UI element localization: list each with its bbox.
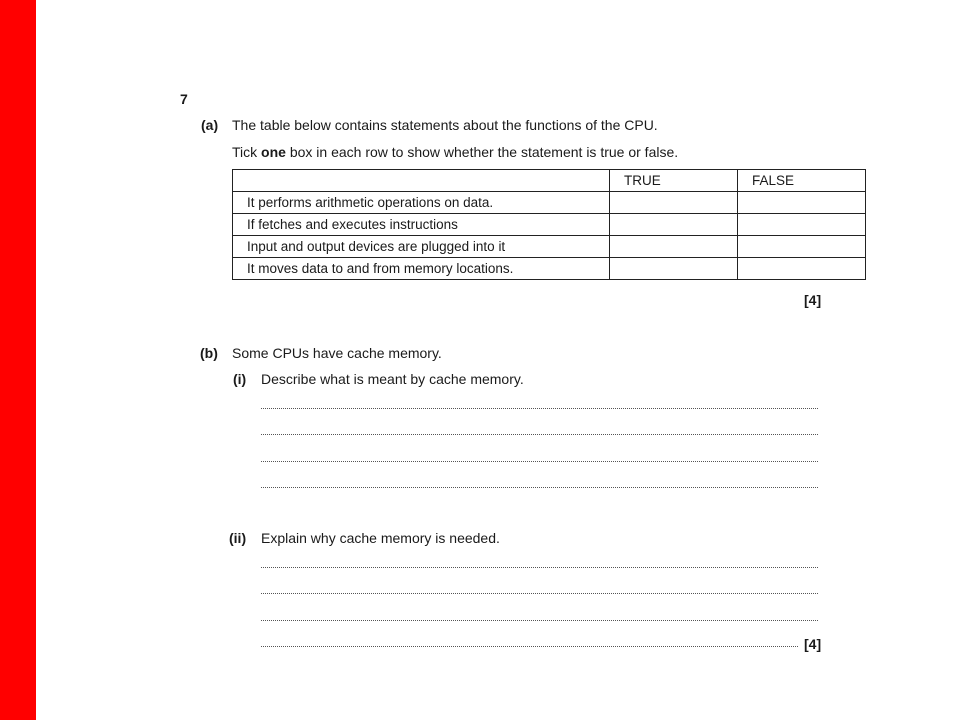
answer-line[interactable]: [261, 408, 818, 409]
answer-line[interactable]: [261, 593, 818, 594]
part-b-i-question: Describe what is meant by cache memory.: [261, 371, 524, 387]
part-b-intro: Some CPUs have cache memory.: [232, 345, 442, 361]
part-b-label: (b): [200, 345, 218, 361]
false-tick-box[interactable]: [738, 214, 866, 236]
answer-line[interactable]: [261, 567, 818, 568]
answer-line[interactable]: [261, 434, 818, 435]
false-tick-box[interactable]: [738, 236, 866, 258]
instruction-prefix: Tick: [232, 144, 262, 160]
part-a-intro: The table below contains statements about the functions of the CPU.: [232, 117, 658, 133]
statement-cell: It moves data to and from memory locations.: [233, 258, 610, 280]
part-b-marks: [4]: [804, 636, 822, 652]
red-side-bar: [0, 0, 36, 720]
instruction-emphasis: one: [261, 144, 286, 160]
answer-line[interactable]: [261, 620, 818, 621]
part-a-instruction: [232, 144, 678, 160]
header-false: FALSE: [738, 170, 866, 192]
question-number: 7: [180, 91, 188, 107]
table-row: [233, 214, 866, 236]
answer-line[interactable]: [261, 461, 818, 462]
true-tick-box[interactable]: [610, 192, 738, 214]
answer-line[interactable]: [261, 487, 818, 488]
true-false-table: [232, 169, 866, 280]
part-b-ii-question: Explain why cache memory is needed.: [261, 530, 500, 546]
false-tick-box[interactable]: [738, 258, 866, 280]
statement-cell: It performs arithmetic operations on data.: [233, 192, 610, 214]
statement-cell: If fetches and executes instructions: [233, 214, 610, 236]
part-b-ii-label: (ii): [229, 530, 247, 546]
header-true: TRUE: [610, 170, 738, 192]
true-tick-box[interactable]: [610, 214, 738, 236]
true-tick-box[interactable]: [610, 258, 738, 280]
part-b-i-label: (i): [233, 371, 247, 387]
instruction-suffix: box in each row to show whether the statement is true or false.: [285, 144, 679, 160]
table-row: [233, 236, 866, 258]
part-a-marks: [4]: [804, 292, 822, 308]
table-header-row: [233, 170, 866, 192]
answer-line[interactable]: [261, 646, 798, 647]
statement-cell: Input and output devices are plugged into it: [233, 236, 610, 258]
table-row: [233, 192, 866, 214]
table-row: [233, 258, 866, 280]
part-a-label: (a): [201, 117, 219, 133]
true-tick-box[interactable]: [610, 236, 738, 258]
false-tick-box[interactable]: [738, 192, 866, 214]
header-statement-cell: [233, 170, 610, 192]
